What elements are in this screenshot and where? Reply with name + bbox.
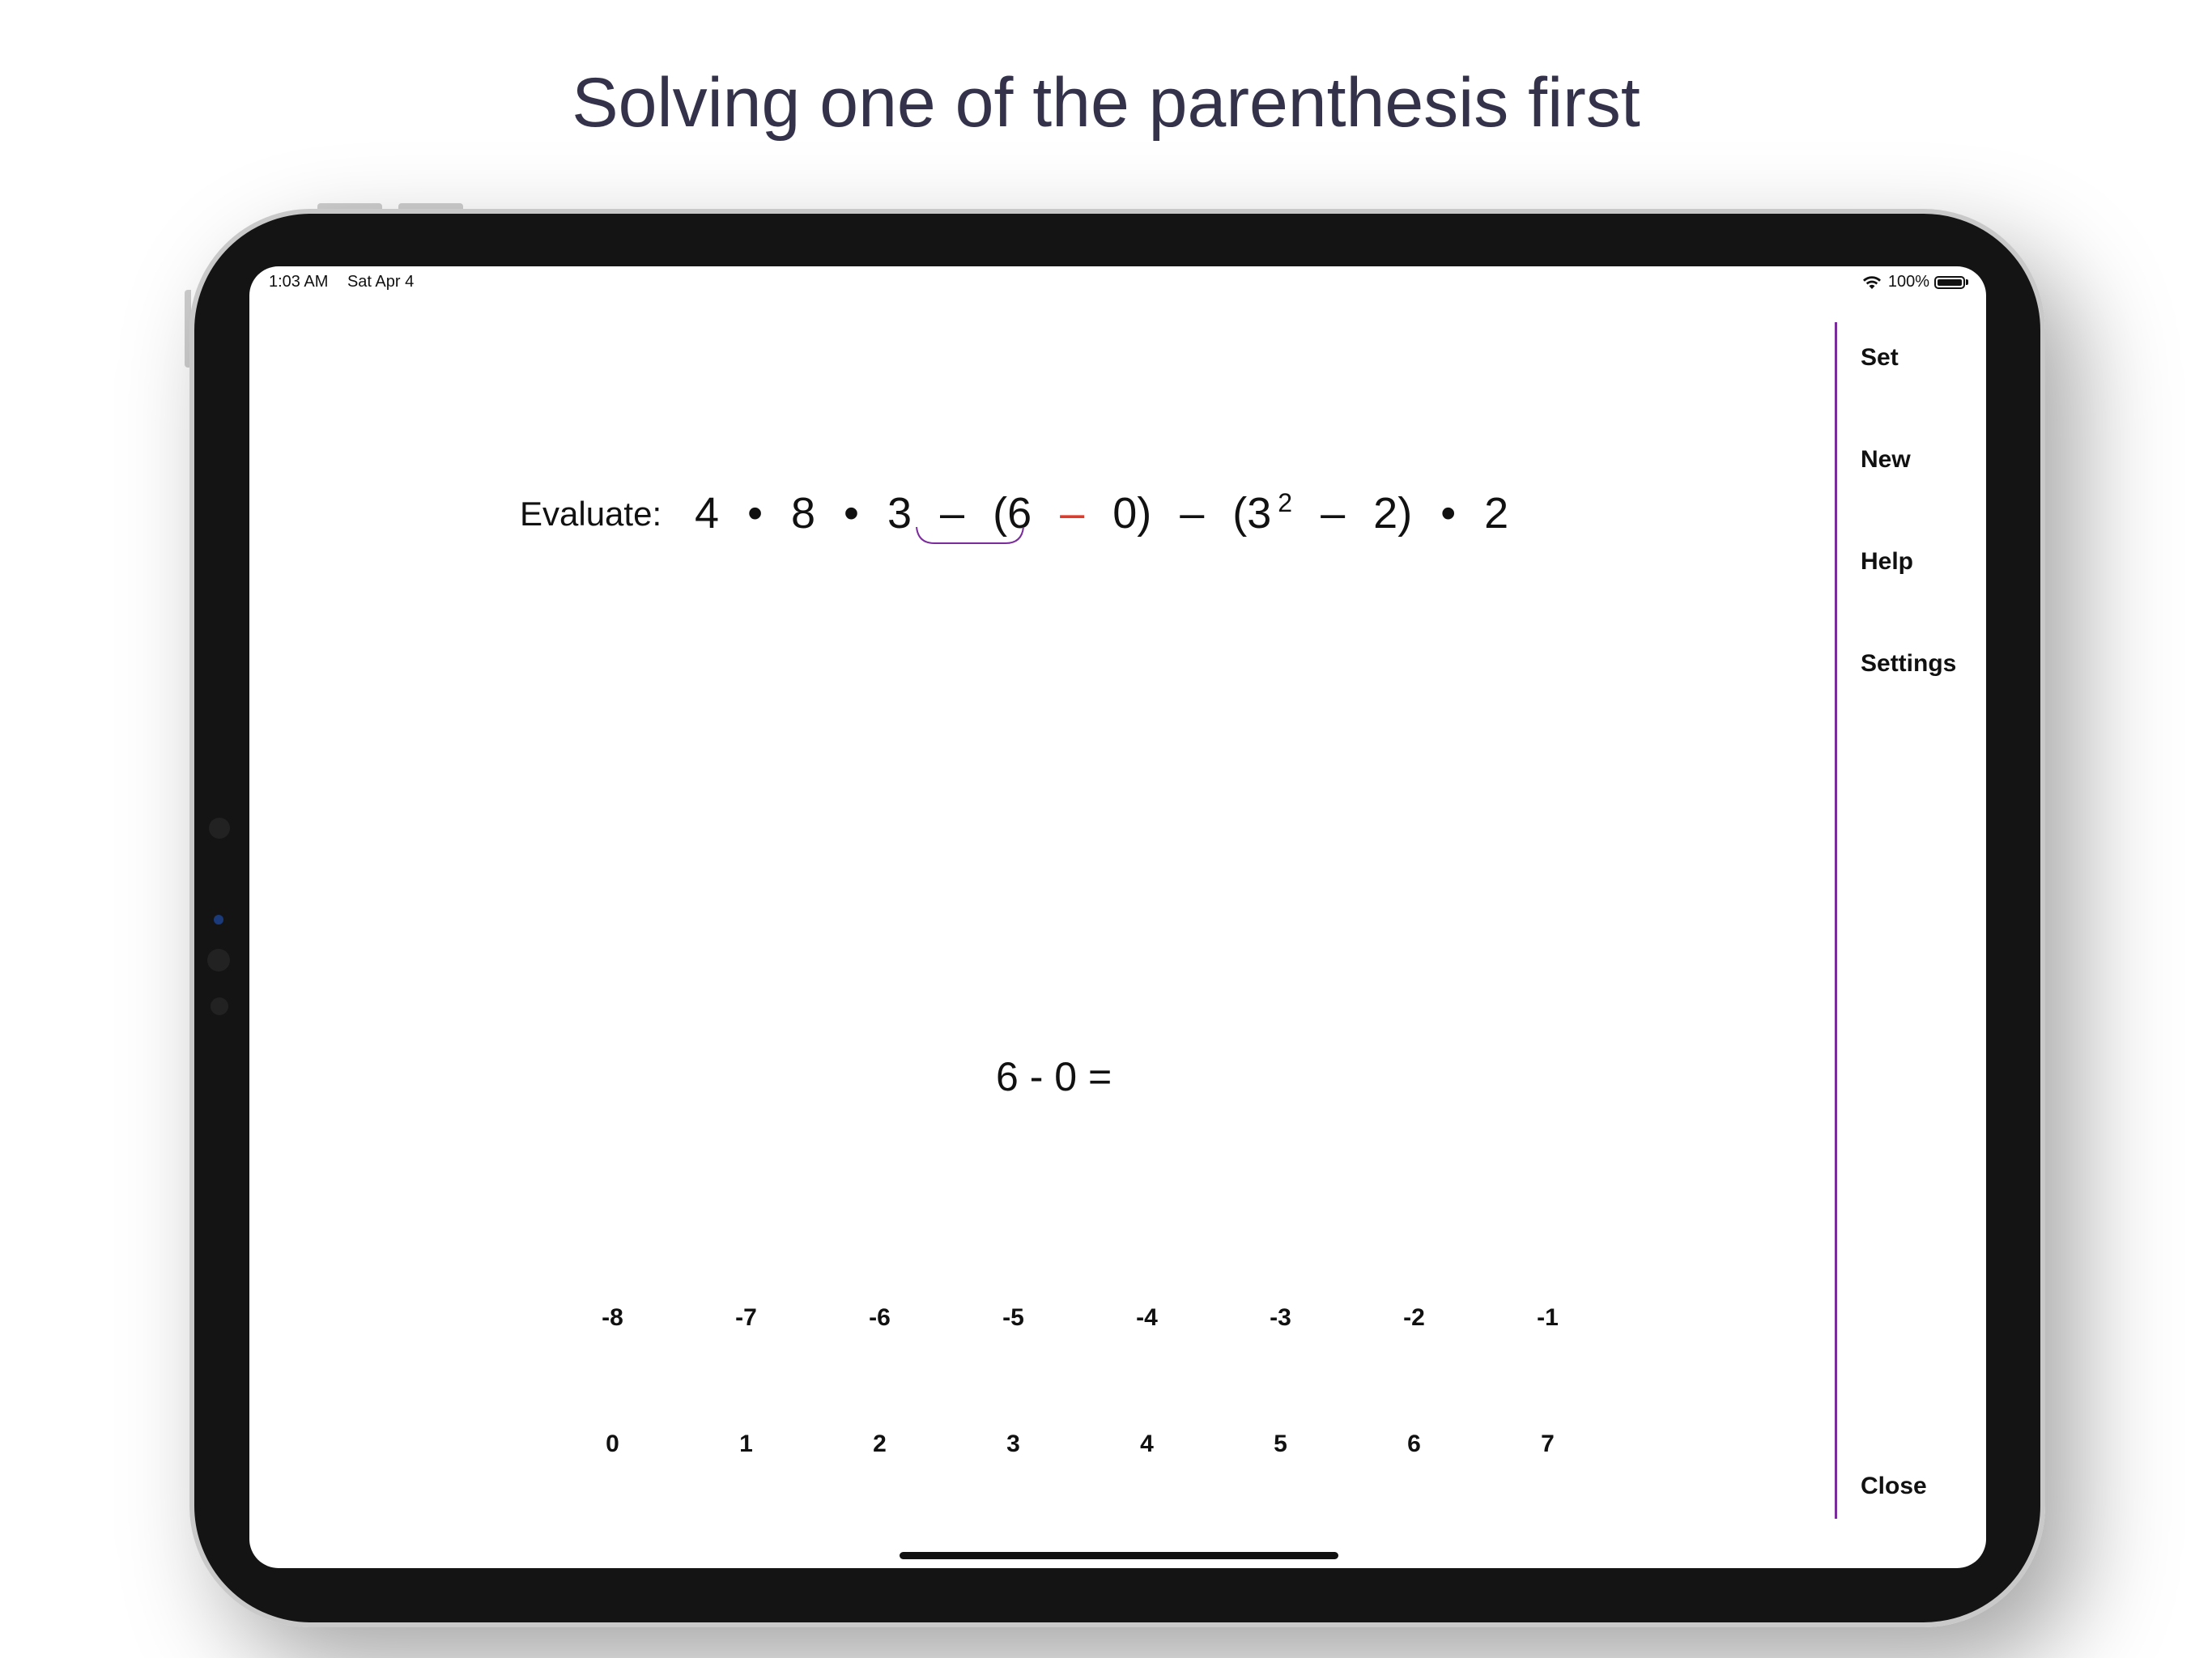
status-date: Sat Apr 4 [347,273,415,291]
expr-token: – [940,489,965,538]
answer-button[interactable]: -2 [1403,1304,1425,1331]
expr-token: 3 [887,489,912,538]
answer-button[interactable]: 5 [1274,1431,1287,1457]
expr-token-focus: (6 [993,489,1032,538]
sidebar-divider [1835,322,1837,1519]
expr-token: • [747,489,763,538]
answer-button[interactable]: 4 [1140,1431,1154,1457]
expr-token: (3 [1232,489,1272,538]
expr-token: 2) [1373,489,1413,538]
answer-button[interactable]: -5 [1002,1304,1024,1331]
battery-icon [1934,276,1965,289]
expr-token: • [1440,489,1457,538]
status-time: 1:03 AM [269,273,329,291]
answer-button[interactable]: -7 [735,1304,757,1331]
answer-button[interactable]: 0 [606,1431,619,1457]
headline-caption: Solving one of the parenthesis first [572,64,1640,142]
battery-nub [1966,279,1968,285]
set-button[interactable]: Set [1861,344,1899,371]
camera-sensor-2 [207,949,230,971]
close-button[interactable]: Close [1861,1473,1927,1499]
answer-button[interactable]: -1 [1537,1304,1559,1331]
answer-button[interactable]: -4 [1136,1304,1158,1331]
answer-button[interactable]: 7 [1541,1431,1555,1457]
answer-button[interactable]: -6 [869,1304,891,1331]
expr-token: • [844,489,859,538]
home-indicator[interactable] [900,1552,1338,1559]
status-bar-right [1862,273,1968,291]
camera-sensor-3 [211,997,228,1015]
status-bar-left [269,273,428,291]
answer-button[interactable]: 6 [1407,1431,1421,1457]
expr-token: 2 [1484,489,1509,538]
answer-button[interactable]: 2 [873,1431,887,1457]
expr-token: – [1180,489,1205,538]
answer-button[interactable]: -8 [602,1304,623,1331]
expr-token-focus: 0) [1112,489,1152,538]
expr-exponent: 2 [1278,488,1293,517]
answer-button[interactable]: -3 [1270,1304,1291,1331]
battery-percent: 100% [1887,273,1929,291]
camera-lens [214,915,223,925]
settings-button[interactable]: Settings [1861,650,1957,677]
answer-row-positive [546,1431,1614,1458]
expr-token: 4 [695,489,720,538]
expr-operator-highlighted: – [1060,489,1085,538]
camera-sensor-1 [209,818,230,839]
new-button[interactable]: New [1861,446,1911,473]
math-expression [695,488,1525,538]
wifi-icon [1862,275,1882,290]
answer-button[interactable]: 1 [739,1431,753,1457]
app-screen [249,266,1986,1568]
expr-token: – [1321,489,1346,538]
help-button[interactable]: Help [1861,548,1914,575]
answer-row-negative [546,1304,1614,1332]
answer-button[interactable]: 3 [1006,1431,1020,1457]
expr-token: 8 [790,489,816,538]
step-equation: 6 - 0 = [996,1054,1112,1099]
evaluate-label: Evaluate: [520,495,662,533]
focus-underline-arc [913,524,1027,548]
